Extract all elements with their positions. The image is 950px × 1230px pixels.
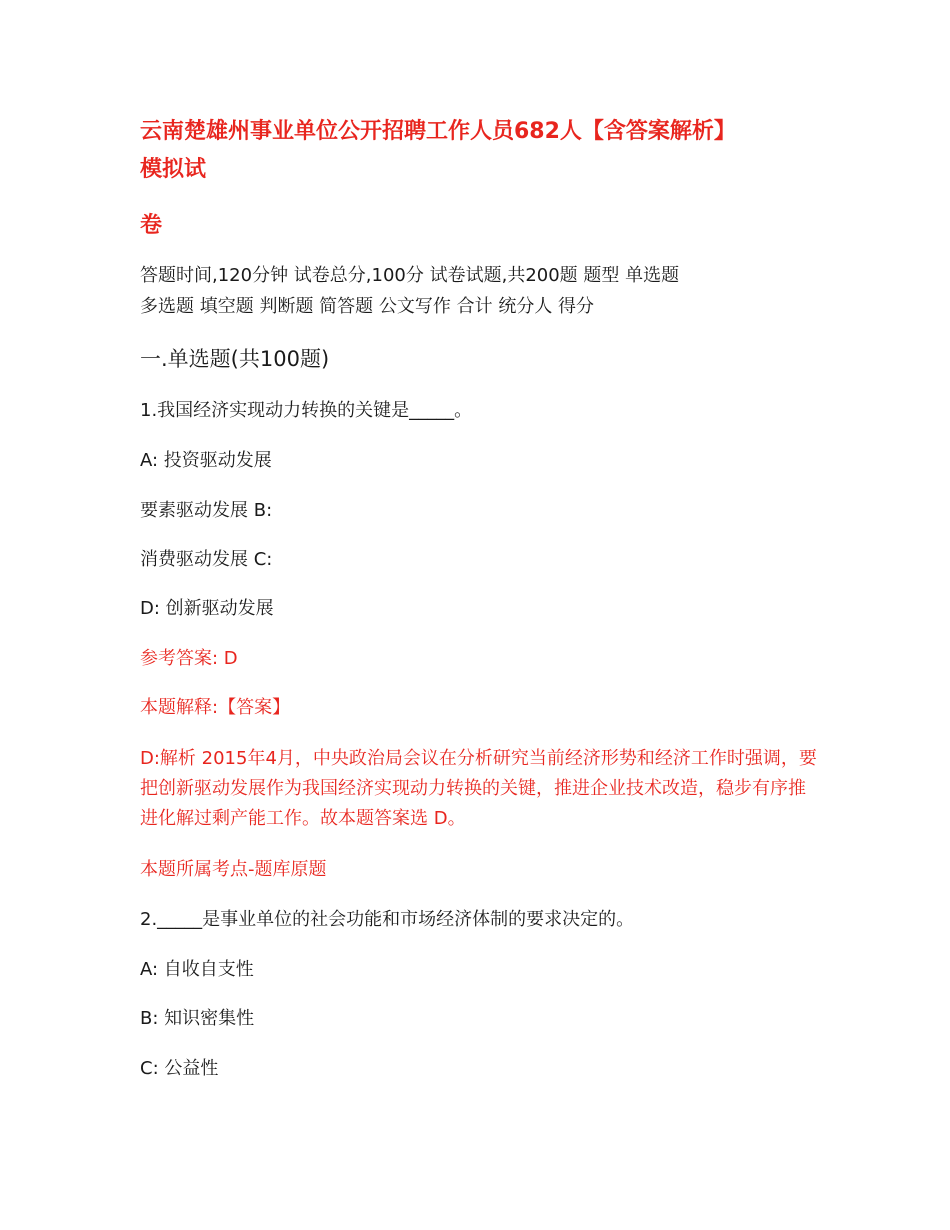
question-2-option-b: B: 知识密集性 [140,1008,255,1029]
question-1-explanation: D:解析 2015年4月，中央政治局会议在分析研究当前经济形势和经济工作时强调，要把创新驱动发展作为我国经济实现动力转换的关键，推进企业技术改造，稳步有序推进化解过剩产能工作。故本题答案选 D。 [140,748,817,829]
question-1-option-d: D: 创新驱动发展 [140,598,274,619]
question-2-option-c: C: 公益性 [140,1058,219,1079]
question-2-option-a: A: 自收自支性 [140,959,254,980]
exam-meta-line-1: 答题时间,120分钟 试卷总分,100分 试卷试题,共200题 题型 单选题 [140,265,680,286]
section-heading: 一.单选题(共100题) [140,347,330,371]
question-1-option-c: 消费驱动发展 C: [140,549,273,570]
doc-title-line-2: 模拟试 [140,157,207,182]
question-1-answer: 参考答案: D [140,648,238,669]
exam-meta-line-2: 多选题 填空题 判断题 简答题 公文写作 合计 统分人 得分 [140,296,595,317]
question-1-option-a: A: 投资驱动发展 [140,450,272,471]
question-1-stem: 1.我国经济实现动力转换的关键是_____。 [140,400,473,421]
question-2-stem: 2._____是事业单位的社会功能和市场经济体制的要求决定的。 [140,909,635,930]
question-1-topic: 本题所属考点-题库原题 [140,859,327,880]
doc-title-line-1: 云南楚雄州事业单位公开招聘工作人员682人【含答案解析】 [140,119,736,144]
question-1-explanation-label: 本题解释:【答案】 [140,697,291,718]
question-1-option-b: 要素驱动发展 B: [140,500,273,521]
doc-title-line-3: 卷 [140,213,163,238]
